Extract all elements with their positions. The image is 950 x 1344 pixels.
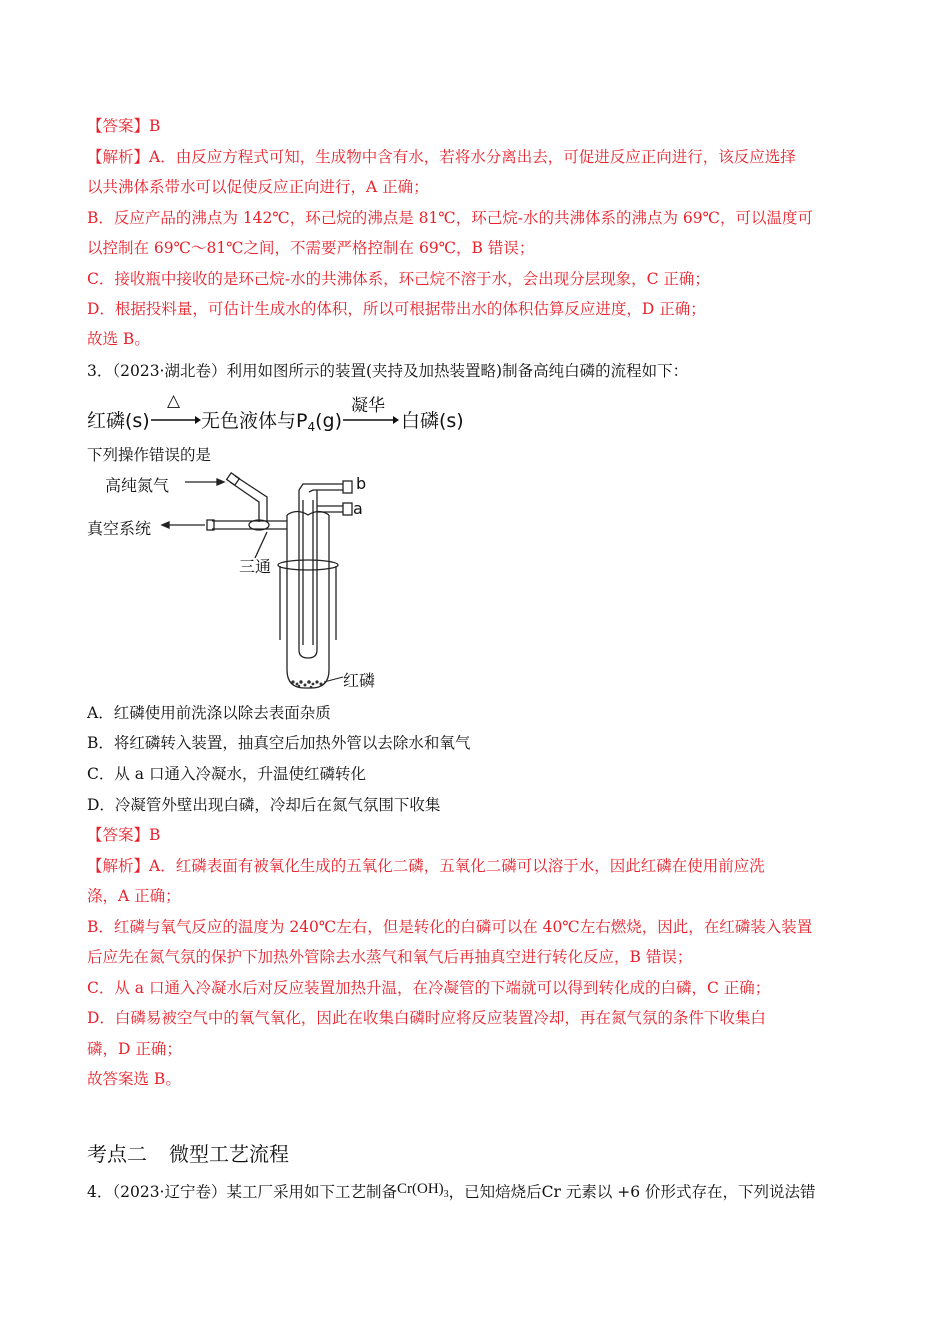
q3-option-d: D．冷凝管外壁出现白磷，冷却后在氮气氛围下收集 [87, 796, 441, 814]
q4-formula: $Cr(OH)_3$ [397, 1181, 449, 1200]
q2-analysis-line-6: D．根据投料量，可估计生成水的体积，所以可根据带出水的体积估算反应进度，D 正确； [87, 300, 706, 318]
q3-option-b: B．将红磷转入装置，抽真空后加热外管以去除水和氧气 [87, 734, 471, 752]
eq-arrow1-label: △ [167, 391, 181, 411]
q3-answer: 【答案】B [87, 826, 161, 844]
q3-analysis-line-8: 故答案选 B。 [87, 1070, 181, 1088]
q3-analysis-line-3: B．红磷与氧气反应的温度为 240℃左右，但是转化的白磷可以在 40℃左右燃烧，因此，在红磷装入装置 [87, 918, 813, 936]
section-number: 考点二 [87, 1142, 147, 1166]
label-b: b [356, 474, 367, 493]
label-vacuum: 真空系统 [87, 519, 152, 538]
q2-analysis-label: 【解析】 [87, 148, 150, 166]
section-heading [87, 1138, 289, 1167]
q3-option-c: C．从 a 口通入冷凝水，升温使红磷转化 [87, 765, 366, 783]
q2-analysis-line-2: 以共沸体系带水可以促使反应正向进行，A 正确； [87, 178, 429, 196]
q4-stem: 4．（2023·辽宁卷）某工厂采用如下工艺制备$Cr(OH)_3$，已知焙烧后Cr 元素以 +6 价形式存在，下列说法错 [87, 1181, 816, 1201]
q2-analysis-line-7: 故选 B。 [87, 330, 150, 348]
q2-analysis-line-3: B．反应产品的沸点为 142℃，环己烷的沸点是 81℃，环己烷-水的共沸体系的沸点为 69℃，可以温度可 [87, 209, 813, 227]
label-red-phosphorus: 红磷 [343, 671, 376, 690]
q3-analysis-label: 【解析】 [87, 857, 150, 875]
label-a: a [353, 499, 363, 518]
label-three-way: 三通 [239, 557, 272, 576]
q2-analysis-line-4: 以控制在 69℃～81℃之间，不需要严格控制在 69℃，B 错误； [87, 239, 535, 257]
q3-equation [87, 391, 567, 434]
eq-start: 红磷(s) [87, 410, 150, 432]
section-title: 微型工艺流程 [169, 1142, 289, 1166]
q2-analysis-line-1: 【解析】A．由反应方程式可知，生成物中含有水，若将水分离出去，可促进反应正向进行，该反应选择 [87, 148, 796, 166]
apparatus-diagram [87, 470, 407, 695]
q3-prompt: 下列操作错误的是 [87, 446, 212, 464]
eq-end: 白磷(s) [401, 410, 464, 432]
q3-analysis-line-2: 涤，A 正确； [87, 887, 181, 905]
arrow1-icon [151, 415, 201, 425]
glassware-icon [87, 470, 407, 695]
arrow2-icon [343, 415, 399, 425]
q3-analysis-line-5: C．从 a 口通入冷凝水后对反应装置加热升温，在冷凝管的下端就可以得到转化成的白磷，C 正确； [87, 979, 771, 997]
q3-analysis-line-4: 后应先在氮气氛的保护下加热外管除去水蒸气和氧气后再抽真空进行转化反应，B 错误； [87, 948, 693, 966]
q2-analysis-line-5: C．接收瓶中接收的是环己烷-水的共沸体系，环己烷不溶于水，会出现分层现象，C 正确； [87, 270, 710, 288]
q3-analysis-line-6: D．白磷易被空气中的氧气氧化，因此在收集白磷时应将反应装置冷却，再在氮气氛的条件下收集白 [87, 1009, 766, 1027]
q3-analysis-line-1: 【解析】A．红磷表面有被氧化生成的五氧化二磷，五氧化二磷可以溶于水，因此红磷在使用前应洗 [87, 857, 765, 875]
eq-arrow2-label: 凝华 [351, 396, 385, 416]
q3-analysis-line-7: 磷，D 正确； [87, 1040, 182, 1058]
q3-stem: 3．（2023·湖北卷）利用如图所示的装置(夹持及加热装置略)制备高纯白磷的流程如下： [87, 362, 689, 380]
q2-answer: 【答案】B [87, 117, 161, 135]
label-nitrogen: 高纯氮气 [105, 476, 170, 495]
eq-middle: 无色液体与$P_4(g)$ [201, 410, 342, 434]
q3-option-a: A．红磷使用前洗涤以除去表面杂质 [87, 704, 331, 722]
